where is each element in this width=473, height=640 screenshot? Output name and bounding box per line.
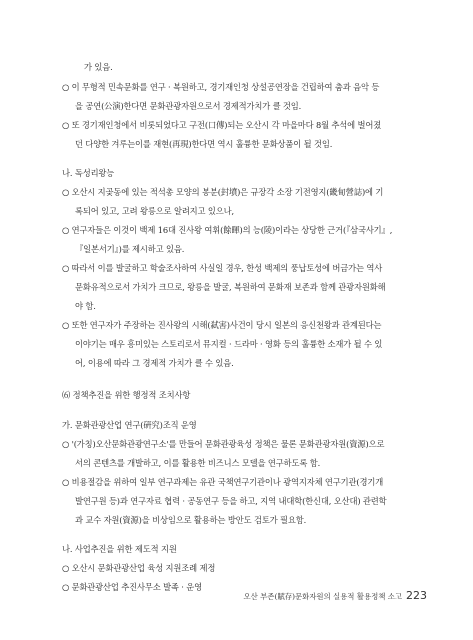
text-line: ○ 비용절감을 위하여 일부 연구과제는 유관 국책연구기관이나 광역지자체 연구기관(경기개 — [62, 477, 384, 487]
text-line: 던 다양한 겨루는이를 재현(再現)한다면 역시 훌륭한 문화상품이 될 것임. — [75, 139, 333, 149]
footer-title: 오산 부존(賦存)문화자원의 실용적 활용정책 소고 — [243, 592, 402, 601]
text-line: ○ 또한 연구자가 주장하는 진사왕의 시해(弑害)사건이 당시 일본의 응신천왕과 관계된다는 — [62, 320, 382, 330]
text-line: 가. 문화관광산업 연구(硏究)조직 운영 — [62, 420, 197, 430]
text-line: 발연구원 등)과 연구자료 협력 · 공동연구 등을 하고, 지역 내대학(한신대, 오산대) 관련학 — [75, 496, 387, 506]
text-line: 을 공연(公演)한다면 문화관광자원으로서 경제적가치가 클 것임. — [75, 101, 302, 111]
text-line: ○ 따라서 이를 발굴하고 학술조사하여 사실일 경우, 한성 백제의 풍납토성에 버금가는 역사 — [62, 263, 383, 273]
text-line: 문화유적으로서 가치가 크므로, 왕릉을 발굴, 복원하여 문화재 보존과 함께 관광자원화해 — [75, 282, 386, 292]
text-line: 가 있음. — [84, 62, 113, 72]
text-line: ○ 또 경기재인청에서 비롯되었다고 구전(口傳)되는 오산시 각 마을마다 8월 추석에 벌어졌 — [62, 120, 382, 130]
text-line: ○ 오산시 지곶동에 있는 적석총 모양의 봉분(封墳)은 규장각 소장 기전영지(畿甸營誌)에 기 — [62, 187, 384, 197]
text-line: ○ '(가칭)오산문화관광연구소'를 만들어 문화관광육성 정책은 물론 문화관광자원(資源)으로 — [62, 439, 385, 449]
text-line: 나. 사업추진을 위한 제도적 지원 — [62, 544, 177, 554]
text-line: 이야기는 매우 흥미있는 스토리로서 뮤지컬 · 드라마 · 영화 등의 훌륭한 소재가 될 수 있 — [75, 339, 383, 349]
text-line: 나. 독성리왕능 — [62, 168, 115, 178]
text-line: ○ 이 무형적 민속문화를 연구 · 복원하고, 경기재인청 상설공연장을 건립하여 춤과 음악 등 — [62, 82, 380, 92]
text-line: ○ 연구자들은 이것이 백제 16대 진사왕 여휘(餘暉)의 능(陵)이라는 상당한 근거(『삼국사기』, — [62, 225, 393, 235]
text-line: 야 함. — [75, 301, 96, 311]
text-line: ○ 문화관광산업 추진사무소 발족 · 운영 — [62, 582, 202, 592]
text-line: 『일본서기』)를 제시하고 있음. — [75, 244, 185, 254]
text-line: ○ 오산시 문화관광산업 육성 지원조례 제정 — [62, 563, 216, 573]
text-line: 서의 콘텐츠를 개발하고, 이를 활용한 비즈니스 모델을 연구하도록 함. — [75, 458, 321, 468]
page-number: 223 — [406, 589, 427, 602]
text-line: 어, 이용에 따라 그 경제적 가치가 클 수 있음. — [75, 358, 234, 368]
text-line: ⑹ 정책추진을 위한 행정적 조치사항 — [62, 390, 191, 400]
text-line: 과 교수 자원(資源)을 비상임으로 활용하는 방안도 검토가 필요함. — [75, 515, 307, 525]
page-footer — [244, 589, 427, 602]
text-line: 록되어 있고, 고려 왕릉으로 알려지고 있으나, — [75, 206, 234, 216]
